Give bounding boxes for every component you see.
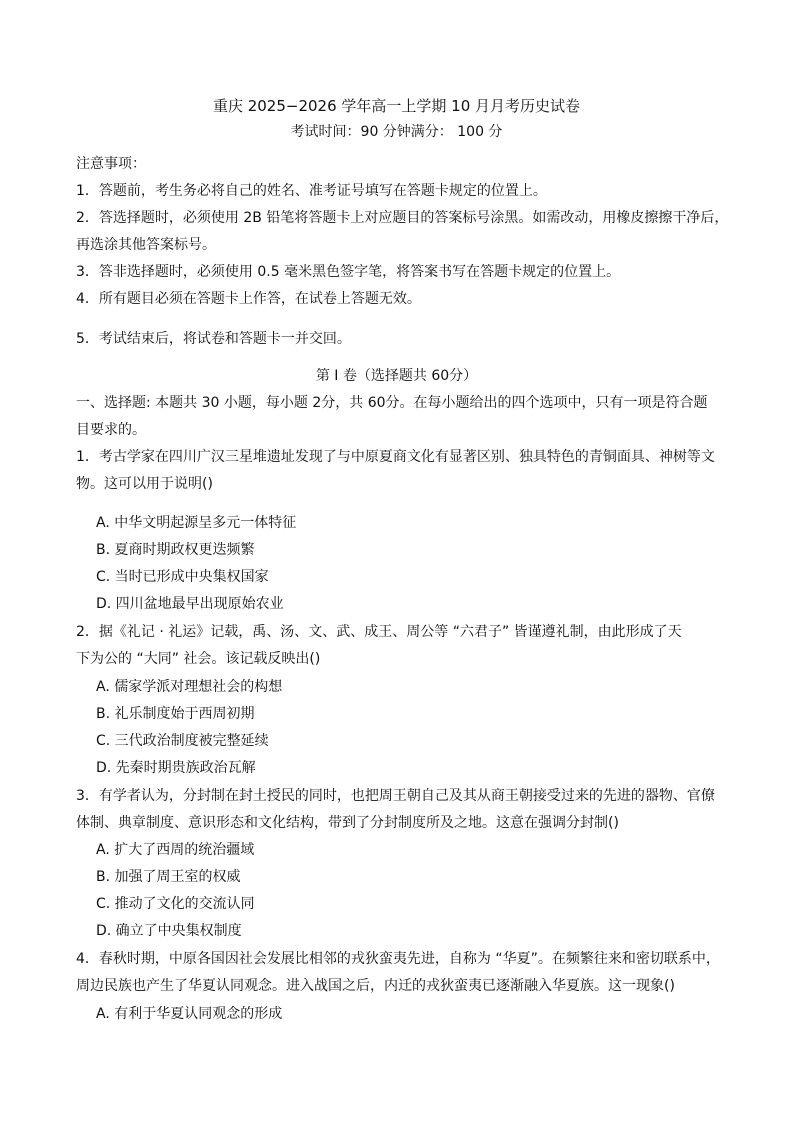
note-item: 1．答题前，考生务必将自己的姓名、准考证号填写在答题卡规定的位置上。: [76, 183, 547, 199]
answer-option: D. 确立了中央集权制度: [96, 923, 242, 939]
answer-option: A. 有利于华夏认同观念的形成: [96, 1006, 283, 1022]
question-stem: 4．春秋时期，中原各国因社会发展比相邻的戎狄蛮夷先进，自称为 “华夏”。在频繁往来和密切联系中，: [76, 951, 720, 967]
answer-option: C. 三代政治制度被完整延续: [96, 733, 269, 749]
question-stem-continuation: 体制、典章制度、意识形态和文化结构，带到了分封制度所及之地。这意在强调分封制(): [76, 815, 619, 831]
note-item: 5．考试结束后，将试卷和答题卡一并交回。: [76, 331, 351, 347]
answer-option: A. 儒家学派对理想社会的构想: [96, 679, 283, 695]
answer-option: D. 先秦时期贵族政治瓦解: [96, 760, 256, 776]
question-stem: 1．考古学家在四川广汉三星堆遗址发现了与中原夏商文化有显著区别、独具特色的青铜面具、神树等文: [76, 449, 715, 465]
answer-option: A. 中华文明起源呈多元一体特征: [96, 515, 297, 531]
section-instructions-continuation: 目要求的。: [76, 422, 146, 438]
note-item: 2．答选择题时，必须使用 2B 铅笔将答题卡上对应题目的答案标号涂黑。如需改动，用橡皮擦擦干净后，: [76, 210, 729, 226]
note-item: 4．所有题目必须在答题卡上作答，在试卷上答题无效。: [76, 291, 421, 307]
answer-option: C. 推动了文化的交流认同: [96, 896, 255, 912]
note-item-continuation: 再选涂其他答案标号。: [76, 237, 216, 253]
answer-option: A. 扩大了西周的统治疆域: [96, 842, 255, 858]
question-stem: 2．据《礼记 · 礼运》记载，禹、汤、文、武、成王、周公等 “六君子” 皆谨遵礼制，由此形成了天: [76, 624, 682, 640]
exam-title: 重庆 2025−2026 学年高一上学期 10 月月考历史试卷: [212, 97, 581, 115]
answer-option: D. 四川盆地最早出现原始农业: [96, 596, 284, 612]
answer-option: C. 当时已形成中央集权国家: [96, 569, 269, 585]
question-stem: 3．有学者认为，分封制在封土授民的同时，也把周王朝自己及其从商王朝接受过来的先进的器物、官僚: [76, 788, 715, 804]
note-item: 3．答非选择题时，必须使用 0.5 毫米黑色签字笔，将答案书写在答题卡规定的位置上。: [76, 264, 621, 280]
answer-option: B. 夏商时期政权更迭频繁: [96, 542, 255, 558]
answer-option: B. 礼乐制度始于西周初期: [96, 706, 255, 722]
question-stem-continuation: 物。这可以用于说明(): [76, 476, 213, 492]
question-stem-continuation: 周边民族也产生了华夏认同观念。进入战国之后，内迁的戎狄蛮夷已逐渐融入华夏族。这一现象(): [76, 978, 675, 994]
exam-time-info: 考试时间：90 分钟满分： 100 分: [290, 124, 503, 140]
section-title: 第 I 卷（选择题共 60分）: [315, 368, 478, 384]
answer-option: B. 加强了周王室的权威: [96, 869, 241, 885]
section-instructions: 一、选择题: 本题共 30 小题，每小题 2分，共 60分。在每小题给出的四个选项中，只有一项是符合题: [76, 395, 708, 411]
question-stem-continuation: 下为公的 “大同” 社会。该记载反映出(): [76, 651, 321, 667]
notes-heading: 注意事项：: [76, 156, 146, 172]
